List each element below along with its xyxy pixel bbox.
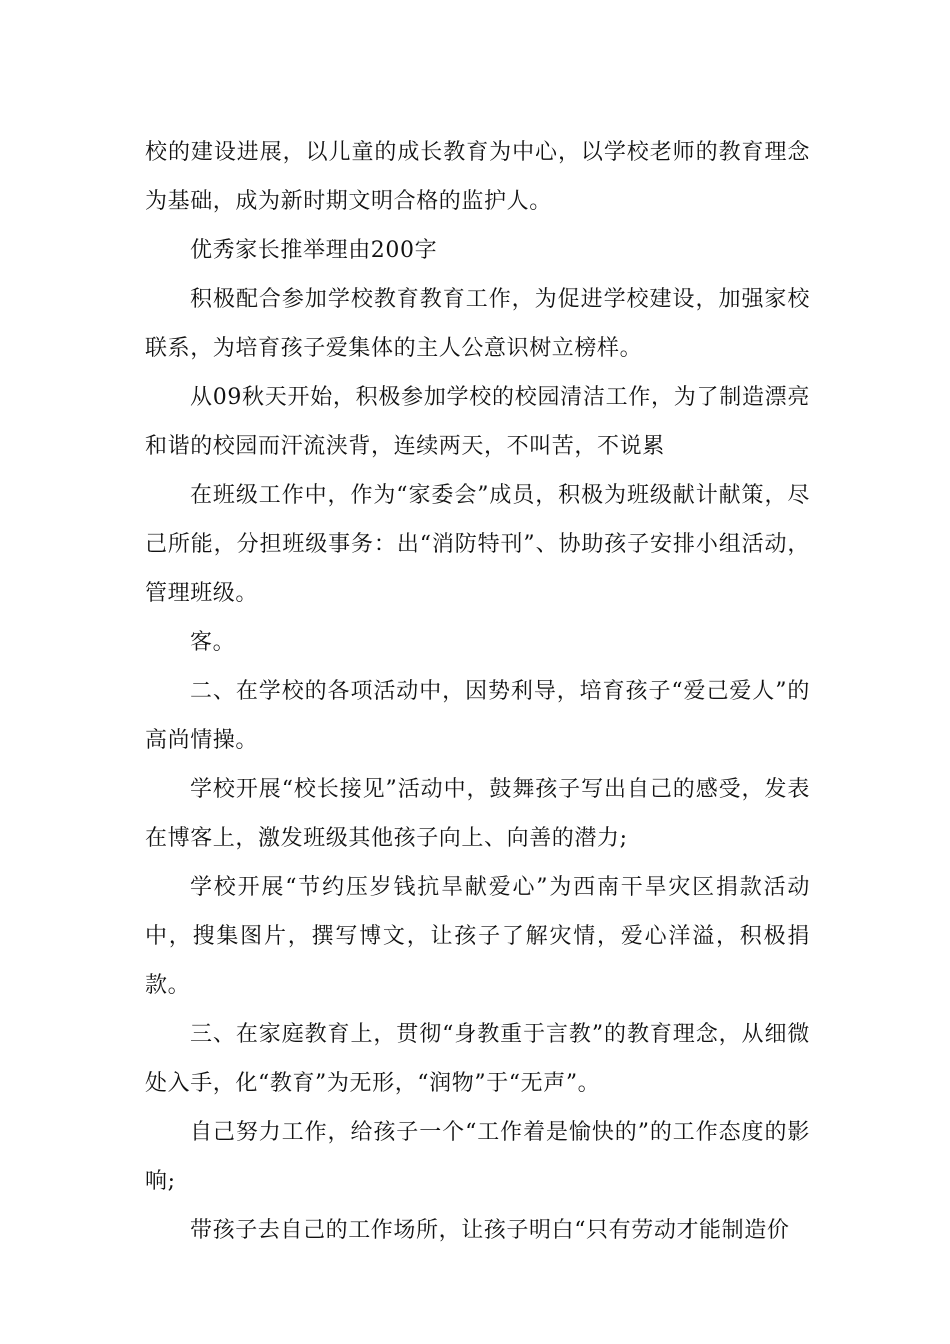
paragraph-continuation: 校的建设进展，以儿童的成长教育为中心，以学校老师的教育理念为基础，成为新时期文明合格的监护人。: [145, 140, 810, 214]
paragraph: 学校开展“校长接见”活动中，鼓舞孩子写出自己的感受，发表在博客上，激发班级其他孩子向上、向善的潜力;: [145, 777, 810, 851]
paragraph: 在班级工作中，作为“家委会”成员，积极为班级献计献策，尽己所能，分担班级事务：出“消防特刊”、协助孩子安排小组活动，管理班级。: [145, 483, 810, 606]
section-heading: 二、在学校的各项活动中，因势利导，培育孩子“爱己爱人”的高尚情操。: [145, 679, 810, 753]
document-body: [145, 128, 810, 1255]
section-heading: 三、在家庭教育上，贯彻“身教重于言教”的教育理念，从细微处入手，化“教育”为无形，“润物”于“无声”。: [145, 1022, 810, 1096]
paragraph-heading: 优秀家长推举理由200字: [190, 238, 438, 263]
paragraph: 自己努力工作，给孩子一个“工作着是愉快的”的工作态度的影响;: [145, 1120, 810, 1194]
paragraph: 从09秋天开始，积极参加学校的校园清洁工作，为了制造漂亮和谐的校园而汗流浃背，连续两天，不叫苦，不说累: [145, 385, 810, 459]
paragraph: 客。: [190, 630, 236, 655]
paragraph: 带孩子去自己的工作场所，让孩子明白“只有劳动才能制造价: [190, 1218, 790, 1243]
paragraph: 积极配合参加学校教育教育工作，为促进学校建设，加强家校联系，为培育孩子爱集体的主人公意识树立榜样。: [145, 287, 810, 361]
paragraph: 学校开展“节约压岁钱抗旱献爱心”为西南干旱灾区捐款活动中，搜集图片，撰写博文，让孩子了解灾情，爱心洋溢，积极捐款。: [145, 875, 810, 998]
